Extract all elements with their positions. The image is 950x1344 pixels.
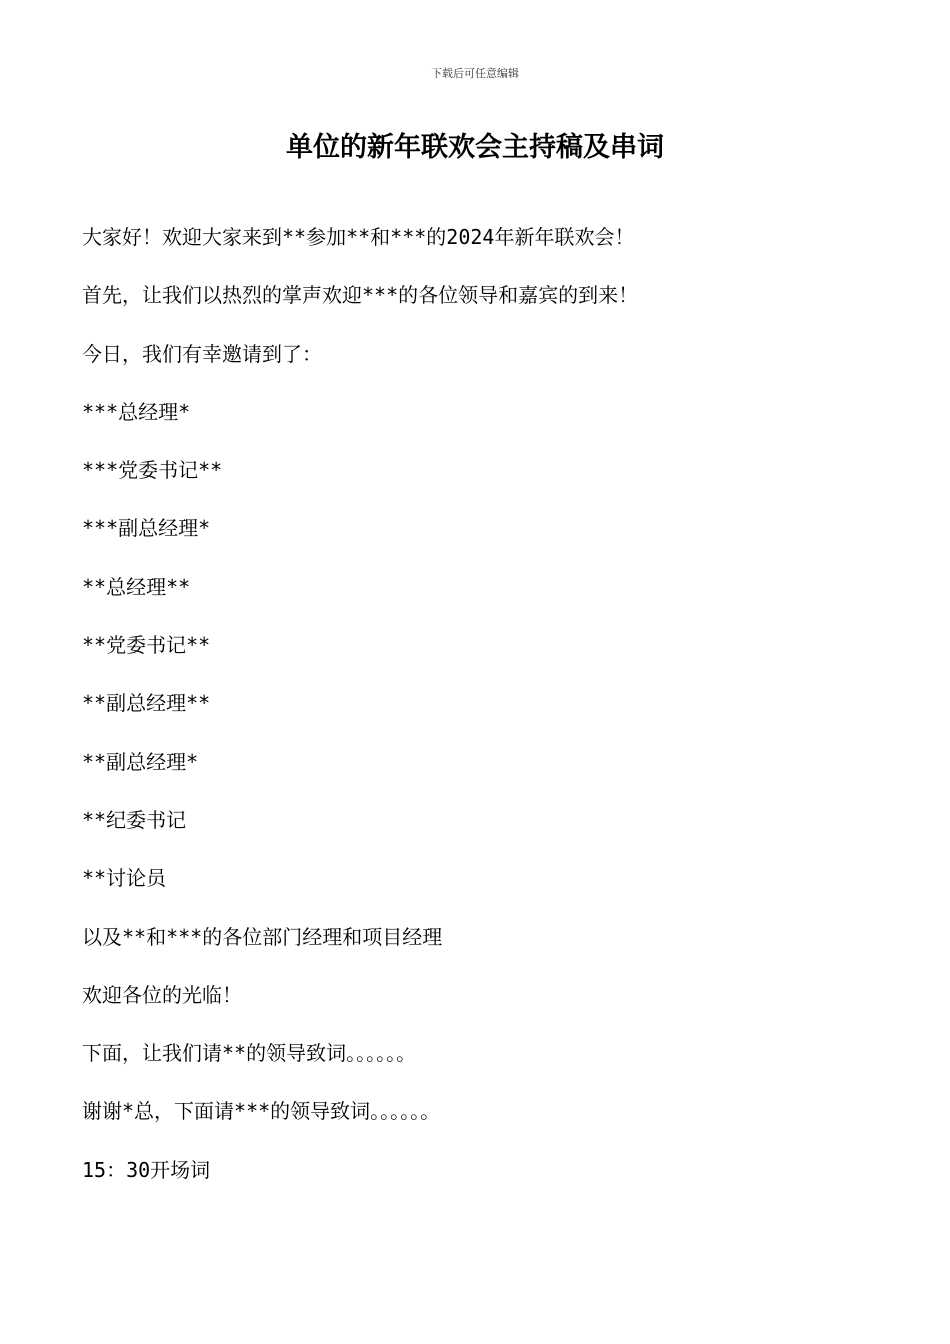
paragraph-managers: 以及**和***的各位部门经理和项目经理 xyxy=(82,924,443,949)
guest-list-item: ***副总经理* xyxy=(82,516,211,541)
guest-list-item: **副总经理** xyxy=(82,691,211,716)
paragraph-welcome-all: 欢迎各位的光临！ xyxy=(82,982,242,1007)
guest-list-item: ***党委书记** xyxy=(82,458,223,483)
paragraph-speech-1: 下面，让我们请**的领导致词。。。。。。 xyxy=(82,1041,417,1066)
paragraph-welcome: 大家好！欢迎大家来到**参加**和***的2024年新年联欢会！ xyxy=(82,225,635,249)
guest-list-item: **副总经理* xyxy=(82,749,199,774)
paragraph-speech-2: 谢谢*总，下面请***的领导致词。。。。。。 xyxy=(82,1099,441,1124)
page-header-note: 下载后可任意编辑 xyxy=(431,67,519,80)
guest-list-item: **纪委书记 xyxy=(82,807,187,832)
guest-list-item: **党委书记** xyxy=(82,633,211,658)
guest-list-item: **讨论员 xyxy=(82,866,167,891)
document-body xyxy=(82,222,902,1213)
paragraph-opening-time: 15：30开场词 xyxy=(82,1157,211,1182)
document-title: 单位的新年联欢会主持稿及串词 xyxy=(286,132,664,163)
paragraph-applause: 首先，让我们以热烈的掌声欢迎***的各位领导和嘉宾的到来！ xyxy=(82,283,639,308)
paragraph-invited-intro: 今日，我们有幸邀请到了： xyxy=(82,341,322,366)
guest-list-item: ***总经理* xyxy=(82,399,191,424)
guest-list-item: **总经理** xyxy=(82,574,191,599)
